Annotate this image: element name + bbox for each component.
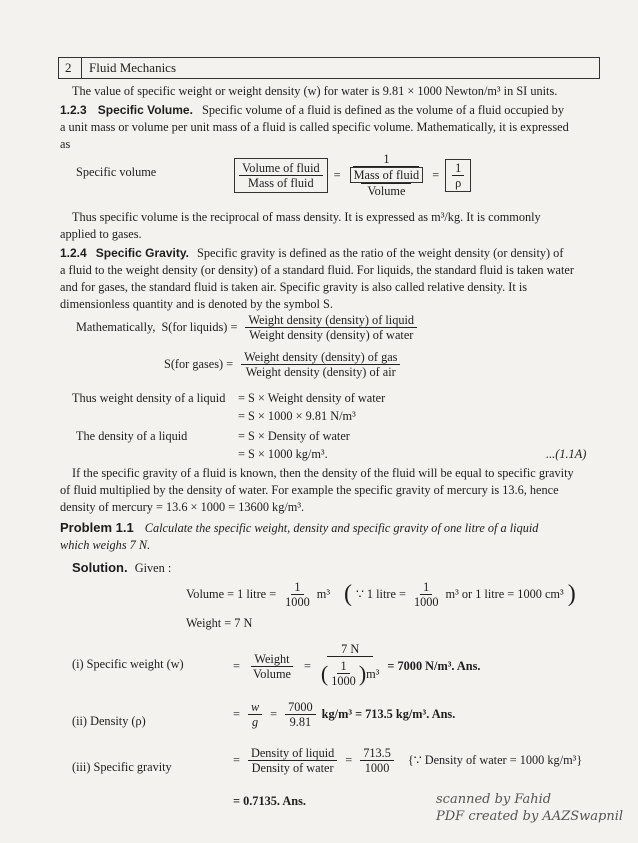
problem-text: Calculate the specific weight, density and specific gravity of one litre of a liquid (144, 521, 539, 535)
sg-paragraph2: of fluid multiplied by the density of water. For example the specific gravity of mercury is 13.6, hence (60, 483, 559, 497)
problem-label: Problem 1.1 (60, 520, 134, 535)
given-label: Given : (134, 561, 172, 575)
fraction-one-over-rho: $\frac{1}{\rho}$ (445, 159, 471, 192)
part-ii-result: kg/m³ = 713.5 kg/m³. Ans. (321, 707, 456, 721)
specific-volume-label: Specific volume (76, 165, 157, 179)
part-ii-equation: = $\frac{w}{g}$ = $\frac{7000}{9.81}$ kg/m³ = 713.5 kg/m³. Ans. (233, 700, 456, 729)
part-i-equation: = $\frac{\text{Weight}}{\text{Volume}}$ = 7 N ( $\frac{1}{1000}$ ) m³ = 7000 N/m³. Ans. (233, 642, 481, 688)
section-1-2-3-line2: a unit mass or volume per unit mass of a fluid is called specific volume. Mathematically, it is expressed (60, 120, 569, 134)
page-header (58, 57, 600, 79)
part-iii-equation: = $\frac{\text{Density of liquid}}{\text{Density of water}}$ = $\frac{713.5}{1000}$ {∵ Density of water = 1000 kg/m³} (233, 746, 583, 775)
section-text: Specific volume of a fluid is defined as the volume of a fluid occupied by (202, 103, 564, 117)
part-iii-note: {∵ Density of water = 1000 kg/m³} (407, 753, 583, 767)
section-1-2-4-line1 (60, 246, 563, 261)
part-i-label: (i) Specific weight (w) (72, 657, 184, 671)
sg-paragraph3: density of mercury = 13.6 × 1000 = 13600 kg/m³. (60, 500, 305, 514)
part-i-result: = 7000 N/m³. Ans. (387, 658, 481, 673)
section-number: 1.2.4 (60, 246, 87, 260)
section-1-2-4-line4: dimensionless quantity and is denoted by the symbol S. (60, 297, 333, 311)
sg-gases-equation: S(for gases) = $\frac{\text{Weight density (density) of gas}}{\text{Weight density (density) of air}}$ (164, 350, 402, 379)
thus-weight-r2: = S × 1000 × 9.81 N/m³ (238, 409, 356, 423)
volume-given: Volume = 1 litre = $\frac{1}{1000}$ m³ ( ∵ 1 litre = $\frac{1}{1000}$ m³ or 1 litre = 1000 cm³ ) (186, 580, 576, 609)
problem-statement-line2: which weighs 7 N. (60, 538, 151, 552)
section-1-2-4-line3: and for gases, the standard fluid is taken air. Specific gravity is also called relative density. It is (60, 280, 528, 294)
page-number: 2 (65, 60, 72, 75)
sg-liquids-equation: Mathematically, S(for liquids) = $\frac{\text{Weight density (density) of liquid}}{\text{Weight density (density) of water}}$ (76, 313, 419, 342)
section-title: Specific Gravity. (95, 246, 189, 260)
specific-volume-after2: applied to gases. (60, 227, 142, 241)
section-1-2-3-line1 (60, 103, 564, 118)
part-iii-label: (iii) Specific gravity (72, 760, 172, 774)
section-number: 1.2.3 (60, 103, 87, 117)
fraction-one-over-density: 1 Mass of fluid Volume (347, 152, 427, 198)
intro-line: The value of specific weight or weight density (w) for water is 9.81 × 1000 Newton/m³ in SI units. (72, 84, 558, 98)
equation-tag: ...(1.1A) (546, 447, 587, 461)
density-liquid-r1: = S × Density of water (238, 429, 350, 443)
part-iii-result: = 0.7135. Ans. (233, 794, 306, 808)
specific-volume-equation: $\frac{\text{Volume of fluid}}{\text{Mass of fluid}}$ = 1 Mass of fluid Volume = $\frac{1}{\rho}$ (232, 152, 473, 198)
section-text: Specific gravity is defined as the ratio of the weight density (or density) of (197, 246, 564, 260)
section-1-2-3-line3: as (60, 137, 71, 151)
specific-volume-after1: Thus specific volume is the reciprocal of mass density. It is expressed as m³/kg. It is commonly (72, 210, 541, 224)
density-liquid-label: The density of a liquid (76, 429, 188, 443)
problem-statement-line1 (60, 520, 538, 536)
header-divider (81, 58, 82, 78)
watermark-line2: PDF created by AAZSwapnil (436, 809, 624, 824)
watermark-line1: scanned by Fahid (436, 792, 552, 807)
thus-weight-label: Thus weight density of a liquid (72, 391, 226, 405)
section-title: Specific Volume. (97, 103, 193, 117)
part-ii-label: (ii) Density (ρ) (72, 714, 146, 728)
solution-heading (72, 560, 171, 576)
solution-label: Solution. (72, 560, 128, 575)
section-1-2-4-line2: a fluid to the weight density (or density) of a standard fluid. For liquids, the standard fluid is taken water (60, 263, 574, 277)
sg-paragraph1: If the specific gravity of a fluid is known, then the density of the fluid will be equal to specific gravity (72, 466, 574, 480)
density-liquid-r2: = S × 1000 kg/m³. (238, 447, 328, 461)
weight-given: Weight = 7 N (186, 616, 253, 630)
thus-weight-r1: = S × Weight density of water (238, 391, 386, 405)
chapter-title: Fluid Mechanics (89, 60, 177, 75)
fraction-volume-mass: $\frac{\text{Volume of fluid}}{\text{Mass of fluid}}$ (234, 158, 328, 193)
